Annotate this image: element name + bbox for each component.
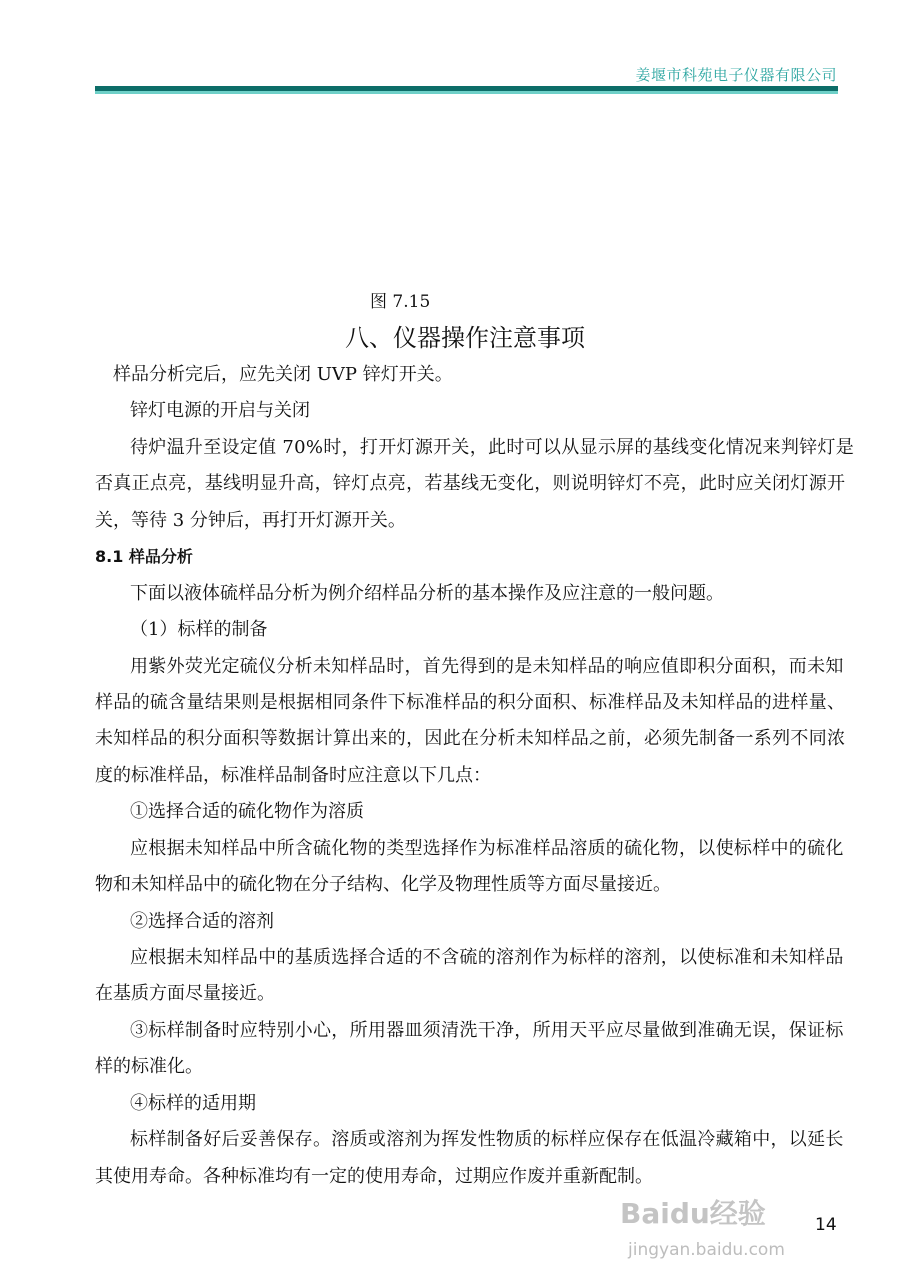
text-line: （1）标样的制备 [130,619,268,641]
header-rule-accent [95,91,838,94]
document-body [95,357,855,1195]
baidu-watermark [620,1198,800,1278]
text-line: 其使用寿命。各种标准均有一定的使用寿命，过期应作废并重新配制。 [95,1165,653,1187]
text-line: 度的标准样品，标准样品制备时应注意以下几点： [95,764,491,786]
company-name-header: 姜堰市科苑电子仪器有限公司 [635,66,837,84]
text-line: ④标样的适用期 [130,1092,256,1114]
section-title: 八、仪器操作注意事项 [345,324,585,352]
text-line: 物和未知样品中的硫化物在分子结构、化学及物理性质等方面尽量接近。 [95,874,671,896]
watermark-url: jingyan.baidu.com [628,1240,785,1260]
text-line: 下面以液体硫样品分析为例介绍样品分析的基本操作及应注意的一般问题。 [130,582,724,604]
text-line: 未知样品的积分面积等数据计算出来的，因此在分析未知样品之前，必须先制备一系列不同浓 [95,728,846,750]
text-line: 标样制备好后妥善保存。溶质或溶剂为挥发性物质的标样应保存在低温冷藏箱中，以延长 [130,1129,844,1151]
text-line: 样的标准化。 [95,1056,203,1078]
text-line: 关，等待 3 分钟后，再打开灯源开关。 [95,509,406,531]
text-line: 应根据未知样品中的基质选择合适的不含硫的溶剂作为标样的溶剂，以使标准和未知样品 [130,947,844,968]
text-line: 用紫外荧光定硫仪分析未知样品时，首先得到的是未知样品的响应值即积分面积，而未知 [130,655,844,677]
text-line: 应根据未知样品中所含硫化物的类型选择作为标准样品溶质的硫化物，以使标样中的硫化 [130,837,844,859]
text-line: 样品的硫含量结果则是根据相同条件下标准样品的积分面积、标准样品及未知样品的进样量、 [95,691,846,713]
text-line: ③标样制备时应特别小心，所用器皿须清洗干净，所用天平应尽量做到准确无误，保证标 [130,1019,844,1041]
text-line: ①选择合适的硫化物作为溶质 [130,801,364,823]
section-heading: 8.1 样品分析 [95,547,193,567]
watermark-brand: Baidu经验 [620,1197,766,1230]
text-line: 在基质方面尽量接近。 [95,983,275,1005]
page-number: 14 [815,1215,837,1235]
text-line: 锌灯电源的开启与关闭 [130,400,310,422]
text-line: 否真正点亮，基线明显升高，锌灯点亮，若基线无变化，则说明锌灯不亮，此时应关闭灯源开 [95,473,846,495]
text-line: 样品分析完后，应先关闭 UVP 锌灯开关。 [113,364,453,385]
text-line: ②选择合适的溶剂 [130,910,274,932]
figure-caption: 图 7.15 [370,292,431,312]
text-line: 待炉温升至设定值 70%时，打开灯源开关，此时可以从显示屏的基线变化情况来判锌灯是 [130,436,855,458]
